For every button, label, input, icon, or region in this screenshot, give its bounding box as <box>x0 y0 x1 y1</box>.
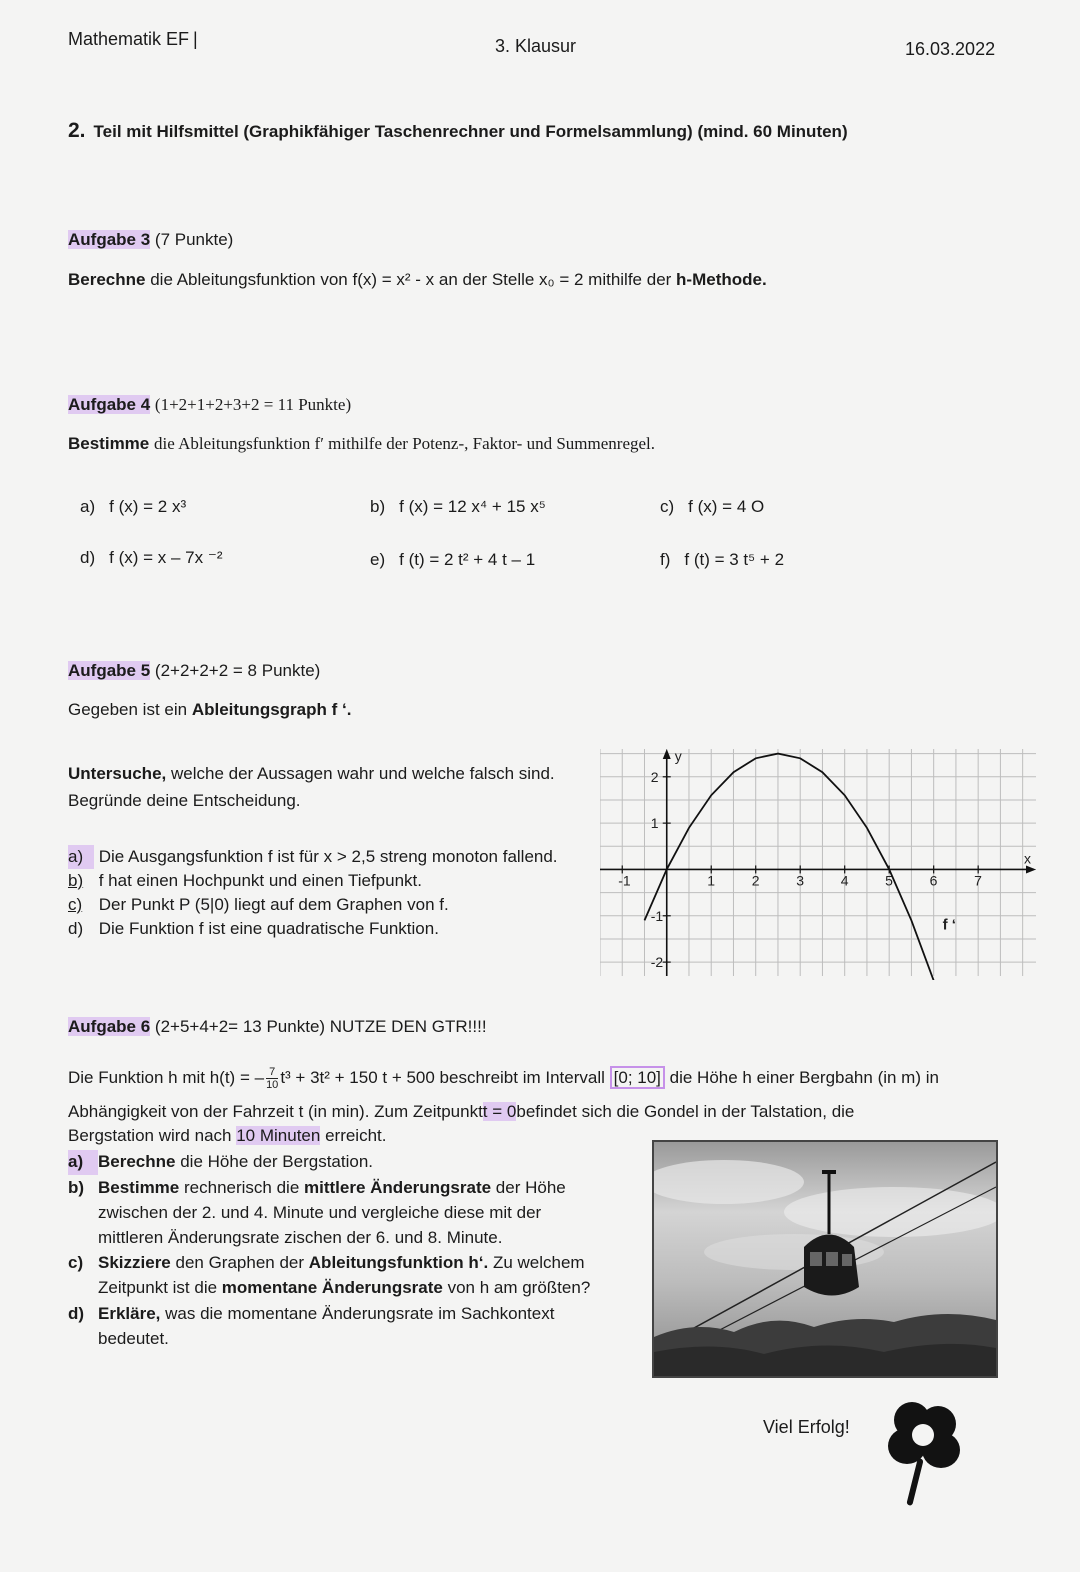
y-tick-label: -1 <box>650 907 664 924</box>
task4-item-c: c) f (x) = 4 O <box>660 497 765 516</box>
x-tick-label: 4 <box>840 872 849 889</box>
x-tick-label: 3 <box>796 872 805 889</box>
subject-label: Mathematik EF | <box>68 29 198 49</box>
part-number: 2. <box>68 119 86 142</box>
task5-instruction-2: Begründe deine Entscheidung. <box>68 791 301 810</box>
task4-label: Aufgabe 4 <box>68 395 151 414</box>
task5-statement-c: c) Der Punkt P (5|0) liegt auf dem Graphen von f. <box>68 895 449 914</box>
task4-item-d: d) f (x) = x – 7x ⁻² <box>80 548 223 567</box>
task6-label: Aufgabe 6 <box>68 1017 151 1036</box>
x-tick-label: 1 <box>707 872 716 889</box>
part-title: 2. Teil mit Hilfsmittel (Graphikfähiger Taschenrechner und Formelsammlung) (mind. 60 Minuten) <box>68 119 848 142</box>
task6-line3: Bergstation wird nach 10 Minuten erreicht. <box>68 1126 387 1145</box>
task6-a: a) Berechne die Höhe der Bergstation. <box>68 1150 373 1175</box>
series-label: f ‘ <box>942 916 956 934</box>
exam-date: 16.03.2022 <box>905 39 996 59</box>
task5-heading <box>68 661 320 681</box>
cloverleaf-icon <box>876 1398 968 1510</box>
minutes-highlight: 10 Minuten <box>236 1126 321 1145</box>
task6-c: c) Skizziere den Graphen der Ableitungsfunktion h‘. Zu welchem Zeitpunkt ist die momentane Änderungsrate von h am größten? <box>68 1253 591 1297</box>
task5-statement-d: d) Die Funktion f ist eine quadratische Funktion. <box>68 919 439 938</box>
task3-text: Berechne die Ableitungsfunktion von f(x) = x² - x an der Stelle x₀ = 2 mithilfe der h-Methode. <box>68 270 767 289</box>
y-tick-label: 1 <box>650 815 659 832</box>
x-tick-label: 2 <box>751 872 760 889</box>
task4-item-a: a) f (x) = 2 x³ <box>80 497 187 516</box>
interval-highlight: [0; 10] <box>610 1066 665 1089</box>
task6-fraction: $\frac{7}{10}$ <box>266 1066 279 1092</box>
task3-heading <box>68 230 233 250</box>
y-tick-label: -2 <box>650 954 664 971</box>
task6-b: b) Bestimme rechnerisch die mittlere Änderungsrate der Höhe zwischen der 2. und 4. Minute und vergleiche diese mit der mittleren Änderungsrate zischen der 6. und 8. Minute. <box>68 1178 566 1247</box>
x-tick-label: -1 <box>618 872 631 889</box>
y-axis-label: y <box>674 748 682 764</box>
task3-label: Aufgabe 3 <box>68 230 151 249</box>
task5-instruction-1: Untersuche, welche der Aussagen wahr und welche falsch sind. <box>68 764 555 783</box>
task5-statement-a: a) Die Ausgangsfunktion f ist für x > 2,5 streng monoton fallend. <box>68 845 558 869</box>
task6-line1: Die Funktion h mit h(t) = – $\frac{7}{10}$ t³ + 3t² + 150 t + 500 beschreibt im Intervall [0; 10] die Höhe h einer Bergbahn (in m) in <box>68 1066 939 1092</box>
task4-item-f: f) f (t) = 3 t⁵ + 2 <box>660 550 785 569</box>
x-axis-label: x <box>1024 850 1031 867</box>
t0-highlight: t = 0 <box>482 1102 517 1121</box>
task6-points: (2+5+4+2= 13 Punkte) NUTZE DEN GTR!!!! <box>154 1017 487 1036</box>
task5-label: Aufgabe 5 <box>68 661 151 680</box>
y-tick-label: 2 <box>650 768 659 785</box>
task4-heading <box>68 395 351 415</box>
task6-heading <box>68 1017 487 1037</box>
x-axis-arrow <box>1026 865 1036 873</box>
task5-statements <box>68 845 558 941</box>
task5-points: (2+2+2+2 = 8 Punkte) <box>154 661 321 680</box>
task4-item-e: e) f (t) = 2 t² + 4 t – 1 <box>370 550 536 569</box>
x-tick-label: 6 <box>929 872 938 889</box>
task4-points: (1+2+1+2+3+2 = 11 Punkte) <box>154 395 352 414</box>
x-tick-label: 7 <box>974 872 982 889</box>
x-tick-label: 5 <box>885 872 893 889</box>
task5-statement-b: b) f hat einen Hochpunkt und einen Tiefpunkt. <box>68 871 422 890</box>
task3-points: (7 Punkte) <box>154 230 234 249</box>
task4-item-b: b) f (x) = 12 x⁴ + 15 x⁵ <box>370 497 546 516</box>
series-line <box>645 754 934 980</box>
derivative-graph <box>600 745 1040 980</box>
cable-car-illustration <box>654 1142 996 1376</box>
task6-d: d) Erkläre, was die momentane Änderungsrate im Sachkontext bedeutet. <box>68 1304 555 1348</box>
task6-line2: Abhängigkeit von der Fahrzeit t (in min). Zum Zeitpunktt = 0befindet sich die Gondel in der Talstation, die <box>68 1102 855 1121</box>
task4-text: Bestimme die Ableitungsfunktion f′ mithilfe der Potenz-, Faktor- und Summenregel. <box>68 434 656 453</box>
task5-intro: Gegeben ist ein Ableitungsgraph f ‘. <box>68 700 352 719</box>
exam-label: 3. Klausur <box>495 36 577 56</box>
cable-car-photo <box>652 1140 998 1378</box>
closing-text: Viel Erfolg! <box>763 1417 850 1437</box>
